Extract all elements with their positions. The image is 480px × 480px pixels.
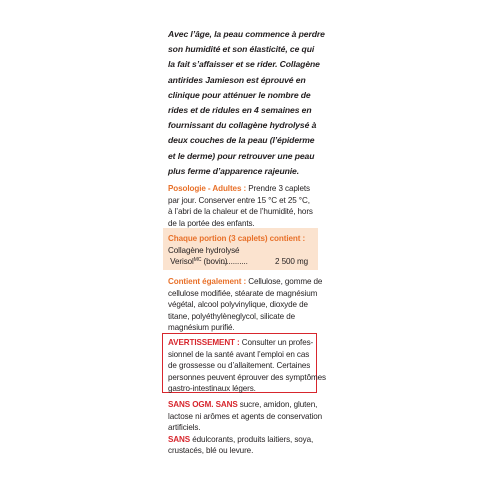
free-from-text: sucre, amidon, gluten, — [237, 400, 318, 409]
intro-paragraph — [168, 27, 325, 179]
intro-line: antirides Jamieson est éprouvé en — [168, 74, 306, 85]
ingredient-row — [168, 256, 308, 268]
ingredient-brand: Verisol — [170, 257, 194, 267]
warning-line: sionnel de la santé avant l’emploi en cas — [168, 349, 310, 359]
intro-line: deux couches de la peau (l’épiderme — [168, 135, 315, 146]
intro-line: fournissant du collagène hydrolysé à — [168, 120, 317, 131]
dosage-line: à l’abri de la chaleur et de l’humidité, hors — [168, 207, 313, 217]
warning-line: personnes peuvent éprouver des symptômes — [168, 372, 326, 382]
warning-box — [162, 333, 326, 394]
dosage-text: Prendre 3 caplets — [246, 184, 310, 193]
trademark-mark: MC — [193, 257, 202, 264]
free-from-line: crustacés, blé ou levure. — [168, 446, 254, 456]
other-ingredients-line: cellulose modifiée, stéarate de magnésium — [168, 288, 318, 298]
leader-dots: ............ — [222, 257, 248, 267]
ingredient-source: (bovin) — [201, 257, 228, 267]
free-from-line: lactose ni arômes et agents de conservation — [168, 411, 323, 421]
free-from-text: édulcorants, produits laitiers, soya, — [190, 434, 314, 444]
intro-line: Avec l’âge, la peau commence à perdre — [168, 29, 325, 39]
other-ingredients-text: Cellulose, gomme de — [246, 277, 323, 286]
warning-label: AVERTISSEMENT : — [168, 338, 240, 347]
other-ingredients-section — [168, 276, 323, 334]
other-ingredients-label: Contient également : — [168, 277, 247, 286]
serving-box — [163, 228, 318, 270]
dosage-line: de la portée des enfants. — [168, 218, 255, 228]
warning-line: de grossesse ou d’allaitement. Certaines — [168, 361, 311, 371]
ingredient-amount: 2 500 mg — [275, 257, 308, 267]
other-ingredients-line: titane, polyéthylèneglycol, silicate de — [168, 311, 296, 321]
other-ingredients-line: magnésium purifié. — [168, 323, 235, 333]
warning-line: gastro-intestinaux légers. — [168, 384, 256, 394]
free-from-section — [168, 399, 323, 457]
dosage-line: par jour. Conserver entre 15 °C et 25 °C, — [168, 195, 310, 205]
intro-line: plus ferme d’apparence rajeunie. — [168, 165, 300, 176]
intro-line: son humidité et son élasticité, ce qui — [168, 44, 315, 55]
other-ingredients-line: végétal, alcool polyvinylique, dioxyde de — [168, 300, 308, 310]
free-from-line: artificiels. — [168, 423, 201, 433]
intro-line: la fait s’affaisser et se rider. Collagène — [168, 59, 320, 70]
dosage-label: Posologie - Adultes : — [168, 184, 247, 193]
ingredient-name: Collagène hydrolysé — [168, 245, 240, 255]
intro-line: rides et de ridules en 4 semaines en — [168, 105, 312, 116]
dosage-section — [168, 183, 314, 229]
free-from-label: SANS — [168, 434, 191, 444]
intro-line: et le derme) pour retrouver une peau — [168, 150, 315, 161]
warning-text: Consulter un profes- — [239, 338, 314, 347]
serving-label: Chaque portion (3 caplets) contient : — [168, 234, 306, 243]
free-from-label: SANS OGM. SANS — [168, 400, 238, 409]
intro-line: clinique pour atténuer le nombre de — [168, 89, 311, 100]
